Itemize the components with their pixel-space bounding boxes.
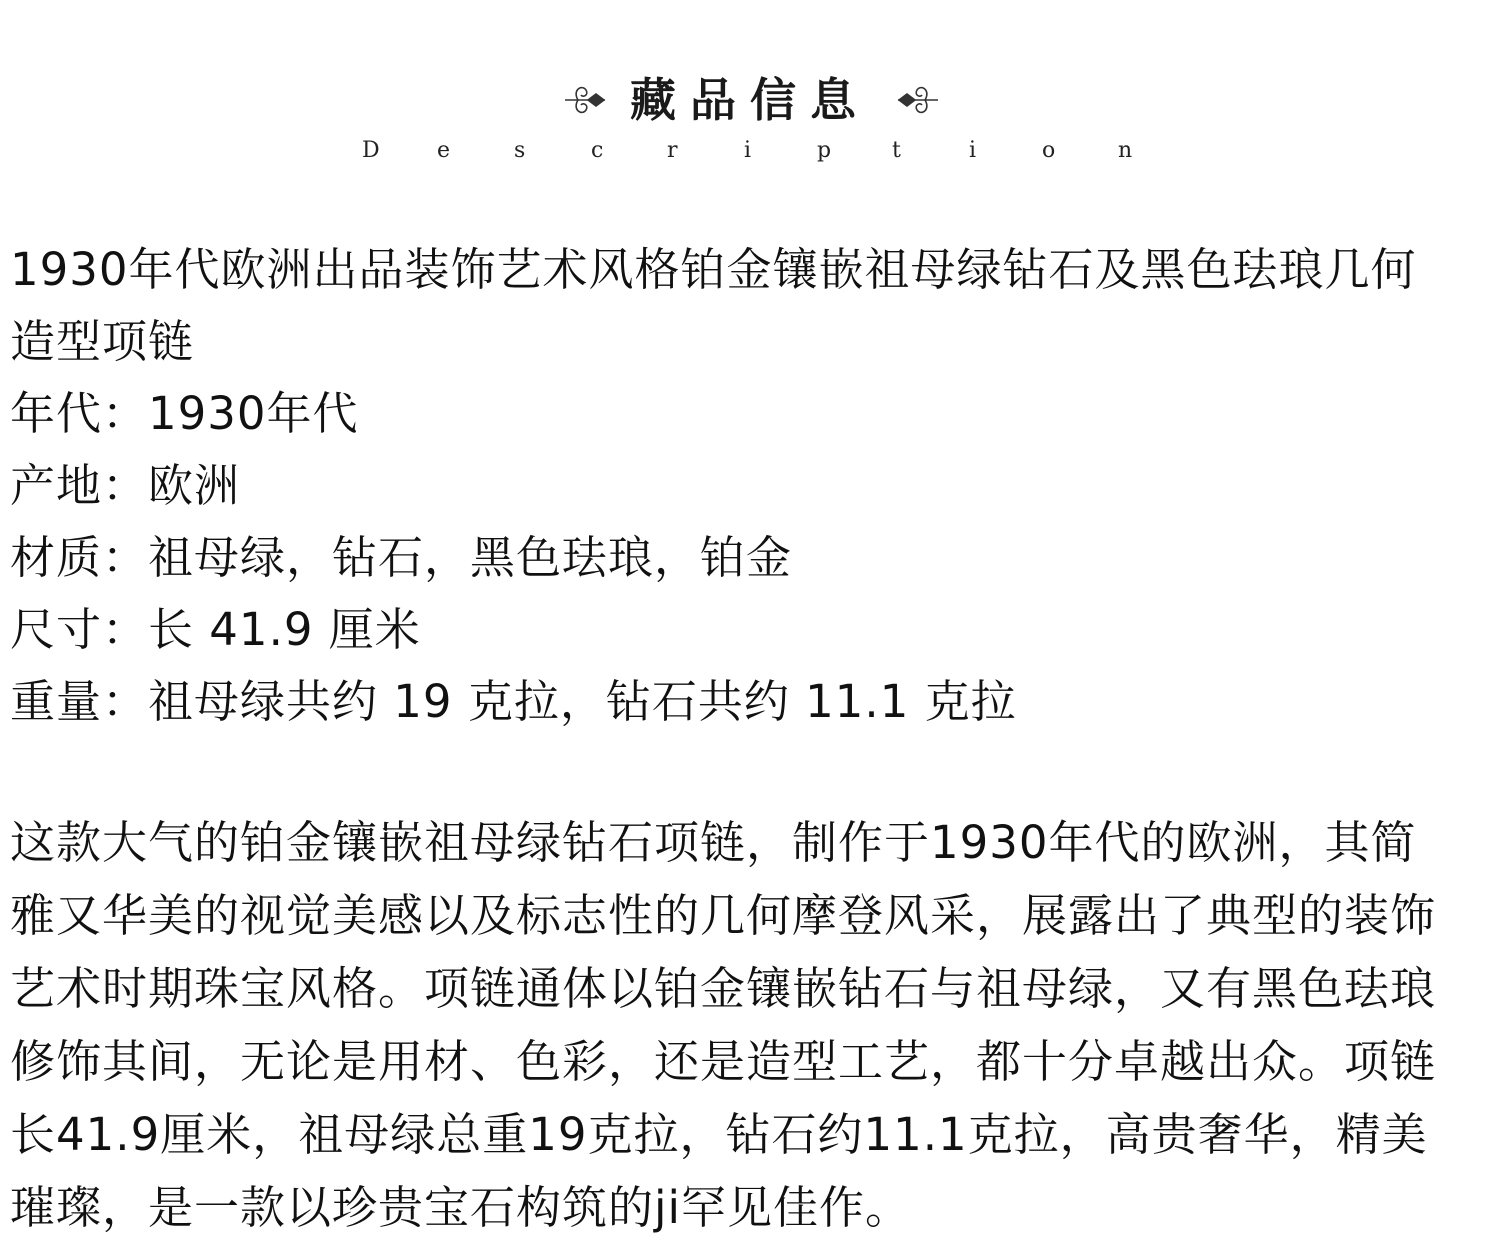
subtitle-letter: n: [1118, 138, 1133, 163]
item-description: 这款大气的铂金镶嵌祖母绿钻石项链，制作于1930年代的欧洲，其简雅又华美的视觉美感以及标志性的几何摩登风采，展露出了典型的装饰艺术时期珠宝风格。项链通体以铂金镶嵌钻石与祖母绿，又有黑色珐琅修饰其间，无论是用材、色彩，还是造型工艺，都十分卓越出众。项链长41.9厘米，祖母绿总重19克拉，钻石约11.1克拉，高贵奢华，精美璀璨，是一款以珍贵宝石构筑的ji罕见佳作。: [10, 816, 1437, 1234]
item-era: 年代：1930年代: [10, 387, 359, 440]
subtitle-letter: i: [969, 138, 977, 163]
subtitle-letter: p: [817, 138, 832, 163]
subtitle-letter: s: [514, 138, 526, 163]
subtitle-letter: o: [1042, 138, 1056, 163]
item-origin: 产地：欧洲: [10, 459, 241, 512]
item-size: 尺寸：长 41.9 厘米: [10, 603, 421, 656]
item-weight: 重量：祖母绿共约 19 克拉，钻石共约 11.1 克拉: [10, 675, 1017, 728]
subtitle-letter: e: [437, 138, 451, 163]
subtitle-letter: t: [892, 138, 901, 163]
item-info: [10, 234, 1470, 738]
subtitle-letter: i: [744, 138, 752, 163]
subtitle-letter: r: [667, 138, 678, 163]
subtitle-letter: D: [362, 138, 380, 163]
item-name: 1930年代欧洲出品装饰艺术风格铂金镶嵌祖母绿钻石及黑色珐琅几何造型项链: [10, 243, 1417, 368]
section-title: 藏品信息: [630, 73, 870, 127]
section-header: [0, 60, 1500, 170]
subtitle-letter: c: [591, 138, 604, 163]
section-subtitle: [362, 136, 1142, 166]
item-material: 材质：祖母绿，钻石，黑色珐琅，铂金: [10, 531, 793, 584]
